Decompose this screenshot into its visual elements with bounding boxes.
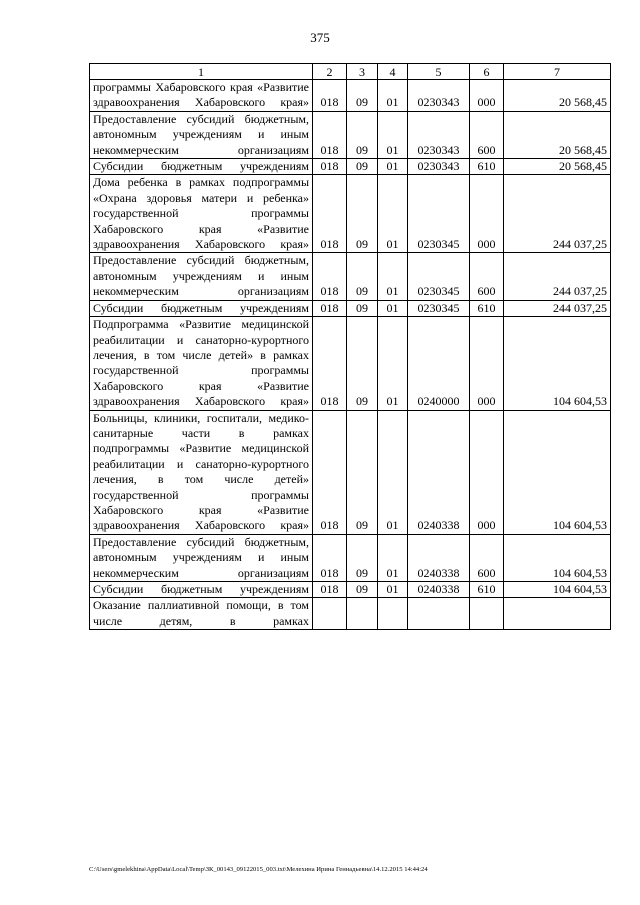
file-path-footer: C:\Users\gmelekhina\AppData\Local\Temp\ЗК_00143_09122015_003.txt\Мелехина Ирина Геннадьевна\14.12.2015 14:44:24: [89, 866, 428, 873]
table-row: [90, 300, 611, 316]
row-amount: 20 568,45: [504, 111, 611, 158]
row-code-c5: 0240000: [408, 317, 470, 410]
row-code-c6: 610: [470, 159, 504, 175]
row-code-c5: 0240338: [408, 410, 470, 534]
row-code-c6: 000: [470, 410, 504, 534]
row-amount: 244 037,25: [504, 300, 611, 316]
table-body: [90, 80, 611, 630]
row-code-c3: 09: [347, 534, 378, 581]
row-code-c2: 018: [313, 253, 347, 300]
row-code-c4: 01: [378, 534, 408, 581]
row-amount: 104 604,53: [504, 410, 611, 534]
row-description: Оказание паллиативной помощи, в том числе детям, в рамках: [90, 598, 313, 630]
row-description: Субсидии бюджетным учреждениям: [90, 300, 313, 316]
row-code-c6: 000: [470, 80, 504, 112]
table-row: [90, 175, 611, 253]
row-code-c5: [408, 598, 470, 630]
row-code-c3: 09: [347, 253, 378, 300]
row-description: программы Хабаровского края «Развитие здравоохранения Хабаровского края»: [90, 80, 313, 112]
row-description: Предоставление субсидий бюджетным, автономным учреждениям и иным некоммерческим организациям: [90, 111, 313, 158]
row-code-c5: 0230343: [408, 159, 470, 175]
row-code-c4: 01: [378, 159, 408, 175]
row-code-c2: 018: [313, 317, 347, 410]
row-code-c3: 09: [347, 300, 378, 316]
row-amount: 244 037,25: [504, 253, 611, 300]
row-description: Подпрограмма «Развитие медицинской реабилитации и санаторно-курортного лечения, в том числе детей» в рамках государственной программы Хабаровского края «Развитие здравоохранения Хабаровского края»: [90, 317, 313, 410]
row-code-c4: 01: [378, 253, 408, 300]
row-description: Предоставление субсидий бюджетным, автономным учреждениям и иным некоммерческим организациям: [90, 253, 313, 300]
row-code-c4: 01: [378, 317, 408, 410]
row-amount: 20 568,45: [504, 159, 611, 175]
column-header-5: 5: [408, 64, 470, 80]
row-code-c4: [378, 598, 408, 630]
row-code-c3: 09: [347, 317, 378, 410]
table-row: [90, 159, 611, 175]
column-header-3: 3: [347, 64, 378, 80]
table-row: [90, 534, 611, 581]
row-amount: 244 037,25: [504, 175, 611, 253]
row-code-c5: 0240338: [408, 534, 470, 581]
row-description: Субсидии бюджетным учреждениям: [90, 159, 313, 175]
column-header-4: 4: [378, 64, 408, 80]
row-code-c5: 0230345: [408, 175, 470, 253]
row-code-c4: 01: [378, 300, 408, 316]
row-code-c2: 018: [313, 80, 347, 112]
row-code-c2: 018: [313, 175, 347, 253]
table-header: [90, 64, 611, 80]
table-row: [90, 582, 611, 598]
row-amount: 104 604,53: [504, 582, 611, 598]
row-code-c4: 01: [378, 175, 408, 253]
row-code-c6: [470, 598, 504, 630]
row-code-c2: 018: [313, 534, 347, 581]
row-code-c5: 0230345: [408, 253, 470, 300]
row-code-c3: 09: [347, 80, 378, 112]
row-code-c6: 000: [470, 317, 504, 410]
row-code-c6: 610: [470, 582, 504, 598]
row-amount: [504, 598, 611, 630]
column-header-2: 2: [313, 64, 347, 80]
row-description: Субсидии бюджетным учреждениям: [90, 582, 313, 598]
row-code-c2: 018: [313, 582, 347, 598]
header-row: [90, 64, 611, 80]
row-code-c3: 09: [347, 111, 378, 158]
budget-table: [89, 63, 611, 630]
row-amount: 104 604,53: [504, 317, 611, 410]
row-description: Больницы, клиники, госпитали, медико-санитарные части в рамках подпрограммы «Развитие медицинской реабилитации и санаторно-курортного лечения, в том числе детей» государственной программы Хабаровского края «Развитие здравоохранения Хабаровского края»: [90, 410, 313, 534]
row-code-c6: 000: [470, 175, 504, 253]
table-row: [90, 410, 611, 534]
row-description: Предоставление субсидий бюджетным, автономным учреждениям и иным некоммерческим организациям: [90, 534, 313, 581]
table-row: [90, 111, 611, 158]
row-code-c3: 09: [347, 159, 378, 175]
column-header-6: 6: [470, 64, 504, 80]
row-code-c5: 0230345: [408, 300, 470, 316]
table-row: [90, 598, 611, 630]
table-row: [90, 253, 611, 300]
row-code-c3: 09: [347, 410, 378, 534]
row-code-c5: 0230343: [408, 80, 470, 112]
table-row: [90, 317, 611, 410]
row-code-c4: 01: [378, 80, 408, 112]
row-code-c6: 600: [470, 111, 504, 158]
row-code-c3: 09: [347, 175, 378, 253]
row-code-c2: 018: [313, 410, 347, 534]
row-amount: 104 604,53: [504, 534, 611, 581]
row-code-c2: 018: [313, 111, 347, 158]
row-code-c5: 0240338: [408, 582, 470, 598]
table-row: [90, 80, 611, 112]
row-code-c6: 600: [470, 253, 504, 300]
row-code-c2: 018: [313, 300, 347, 316]
row-code-c3: [347, 598, 378, 630]
row-code-c5: 0230343: [408, 111, 470, 158]
page-number: 375: [310, 30, 330, 45]
row-description: Дома ребенка в рамках подпрограммы «Охрана здоровья матери и ребенка» государственной программы Хабаровского края «Развитие здравоохранения Хабаровского края»: [90, 175, 313, 253]
row-code-c2: 018: [313, 159, 347, 175]
row-code-c3: 09: [347, 582, 378, 598]
row-amount: 20 568,45: [504, 80, 611, 112]
row-code-c6: 600: [470, 534, 504, 581]
row-code-c4: 01: [378, 582, 408, 598]
row-code-c2: [313, 598, 347, 630]
row-code-c6: 610: [470, 300, 504, 316]
column-header-7: 7: [504, 64, 611, 80]
column-header-1: 1: [90, 64, 313, 80]
row-code-c4: 01: [378, 410, 408, 534]
row-code-c4: 01: [378, 111, 408, 158]
